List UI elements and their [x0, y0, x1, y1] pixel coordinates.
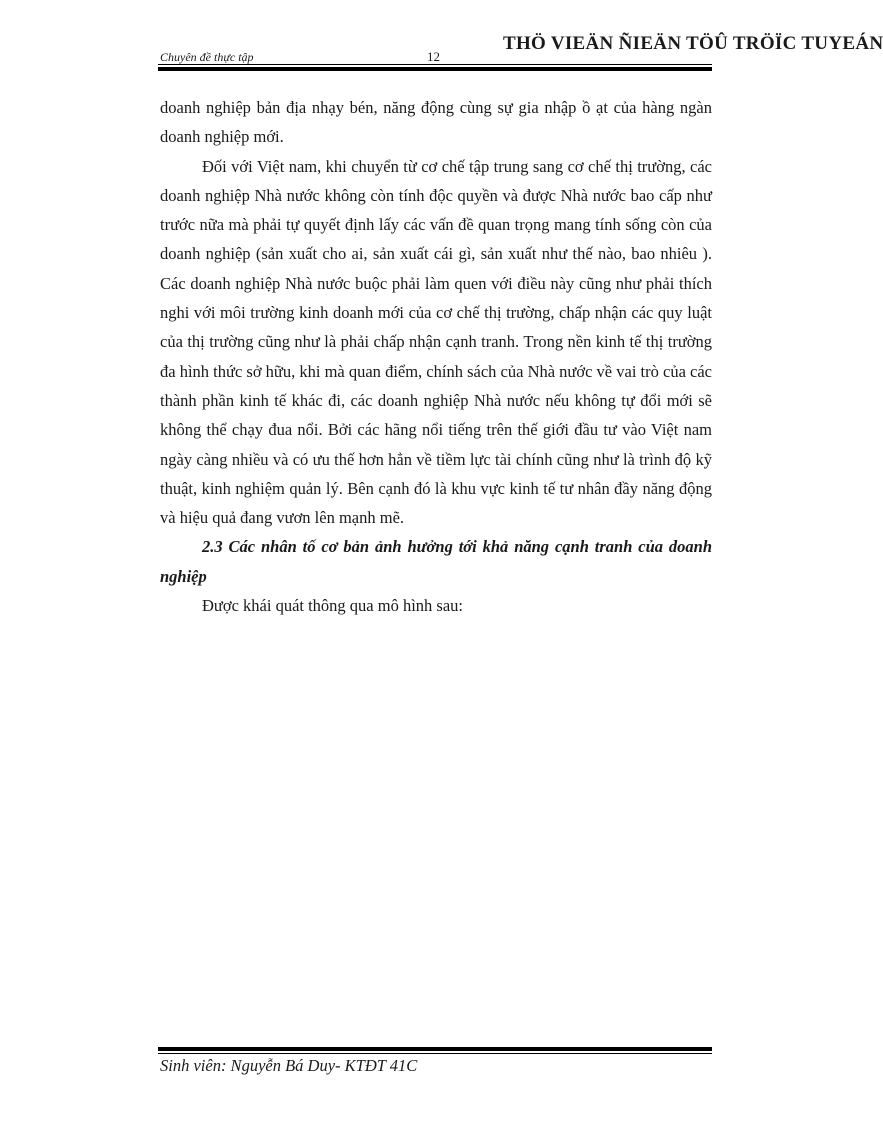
- section-heading: 2.3 Các nhân tố cơ bản ảnh hưởng tới khả năng cạnh tranh của doanh nghiệp: [160, 537, 712, 586]
- footer-author: Sinh viên: Nguyễn Bá Duy- KTĐT 41C: [160, 1056, 418, 1075]
- body-text: [160, 93, 712, 620]
- header-library-banner: THÖ VIEÄN ÑIEÄN TÖÛ TRÖÏC TUYEÁN: [503, 33, 883, 54]
- header-rule-thin: [158, 64, 712, 65]
- paragraph-model-intro: Được khái quát thông qua mô hình sau:: [202, 596, 464, 616]
- page-number: 12: [427, 49, 440, 64]
- header-rule-thick: [158, 67, 712, 71]
- footer-rule-thick: [158, 1047, 712, 1051]
- paragraph-vietnam: Đối với Việt nam, khi chuyển từ cơ chế tập trung sang cơ chế thị trường, các doanh nghiệp Nhà nước không còn tính độc quyền và được Nhà nước bao cấp như trước nữa mà phải tự quyết định lấy các vấn đề quan trọng mang tính sống còn của doanh nghiệp (sản xuất cho ai, sản xuất cái gì, sản xuất như thế nào, bao nhiêu ). Các doanh nghiệp Nhà nước buộc phải làm quen với điều này cũng như phải thích nghi với môi trường kinh doanh mới của cơ chế thị trường, chấp nhận các quy luật của thị trường cũng như là phải chấp nhận cạnh tranh. Trong nền kinh tế thị trường đa hình thức sở hữu, khi mà quan điểm, chính sách của Nhà nước về vai trò của các thành phần kinh tế khác đi, các doanh nghiệp Nhà nước nếu không tự đổi mới sẽ không thể chạy đua nổi. Bởi các hãng nổi tiếng trên thế giới đầu tư vào Việt nam ngày càng nhiều và có ưu thế hơn hẳn về tiềm lực tài chính cũng như là trình độ kỹ thuật, kinh nghiệm quản lý. Bên cạnh đó là khu vực kinh tế tư nhân đầy năng động và hiệu quả đang vươn lên mạnh mẽ.: [160, 156, 712, 528]
- footer-rule-thin: [158, 1053, 712, 1054]
- header-document-title: Chuyên đề thực tập: [160, 50, 254, 64]
- paragraph-continuation: doanh nghiệp bản địa nhạy bén, năng động cùng sự gia nhập ồ ạt của hàng ngàn doanh nghiệp mới.: [160, 98, 712, 147]
